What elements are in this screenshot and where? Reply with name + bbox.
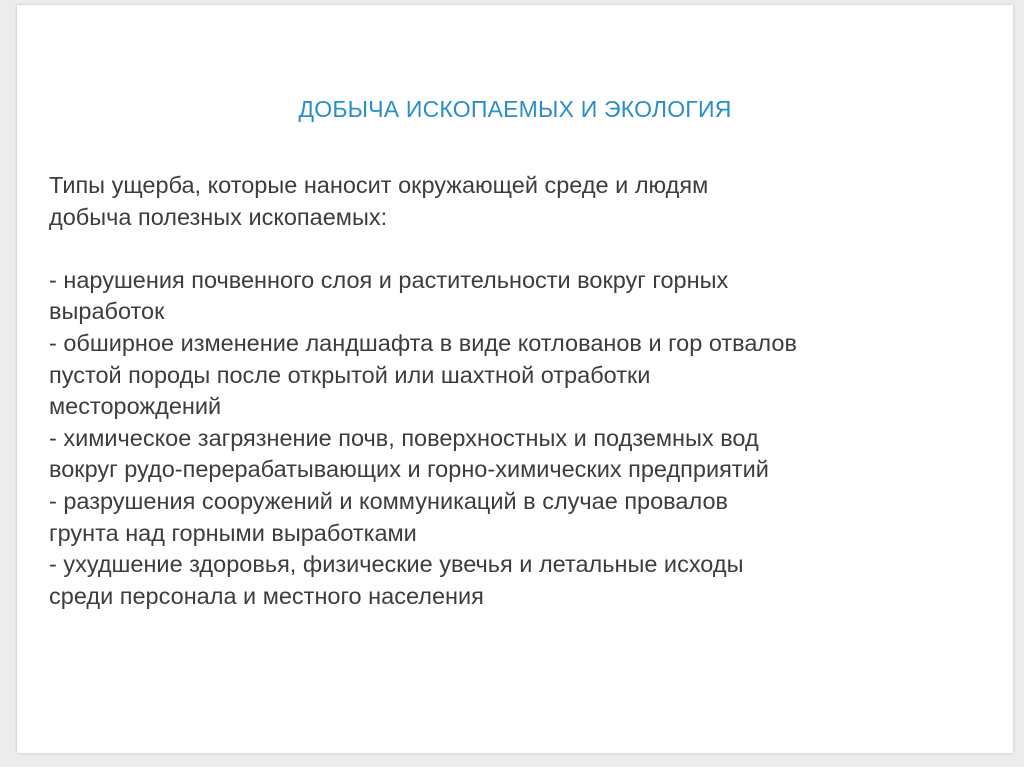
slide-title: ДОБЫЧА ИСКОПАЕМЫХ И ЭКОЛОГИЯ xyxy=(298,96,732,122)
slide xyxy=(17,5,1013,753)
list-item-line: выработок xyxy=(49,298,165,325)
paragraph-gap xyxy=(49,233,999,265)
list-item-line: пустой породы после открытой или шахтной отработки xyxy=(49,361,651,388)
list-item-line: среди персонала и местного населения xyxy=(49,582,484,609)
list-item-line: - ухудшение здоровья, физические увечья и летальные исходы xyxy=(49,551,744,578)
list-item-line: месторождений xyxy=(49,393,222,420)
list-item-line: вокруг рудо-перерабатывающих и горно-химических предприятий xyxy=(49,456,769,483)
list-item-line: - химическое загрязнение почв, поверхностных и подземных вод xyxy=(49,424,759,451)
slide-body xyxy=(49,170,999,612)
list-item-line: - разрушения сооружений и коммуникаций в случае провалов xyxy=(49,487,728,514)
list-item-line: грунта над горными выработками xyxy=(49,519,417,546)
list-item-line: - нарушения почвенного слоя и растительности вокруг горных xyxy=(49,266,729,293)
list-item-line: - обширное изменение ландшафта в виде котлованов и гор отвалов xyxy=(49,329,797,356)
intro-line: добыча полезных ископаемых: xyxy=(49,203,388,230)
intro-line: Типы ущерба, которые наносит окружающей среде и людям xyxy=(49,172,709,198)
